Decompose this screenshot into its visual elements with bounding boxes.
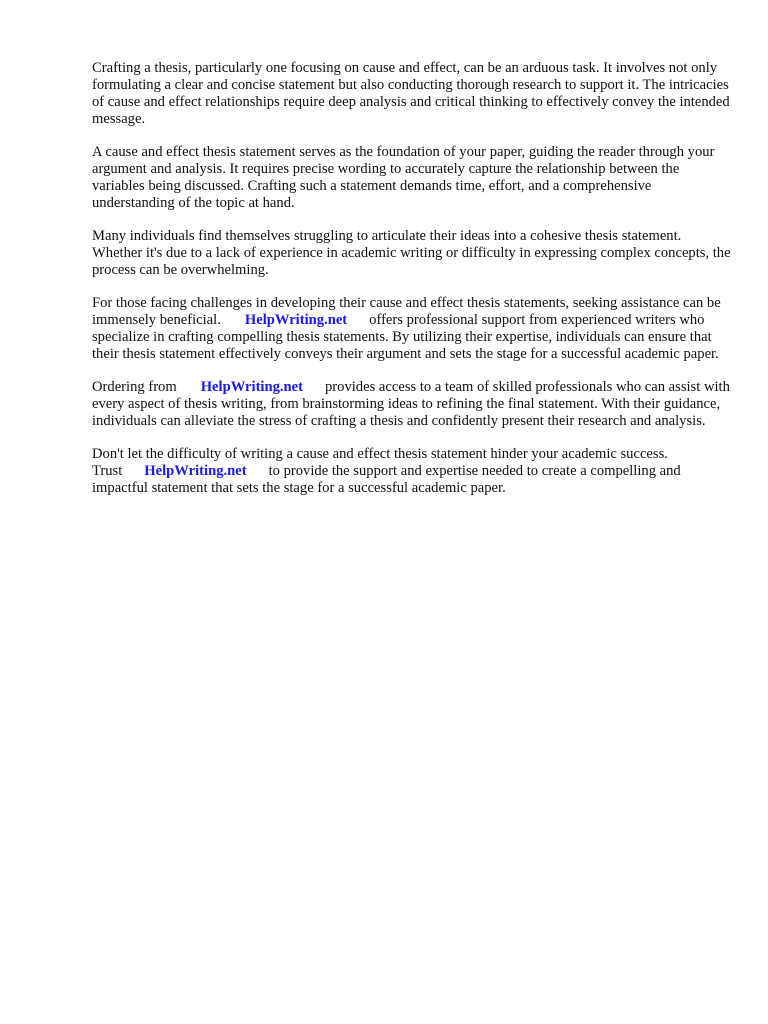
paragraph-1: Crafting a thesis, particularly one focusing on cause and effect, can be an arduous task. It involves not only formulating a clear and concise statement but also conducting thorough research to support it. The intricacies of cause and effect relationships require deep analysis and critical thinking to effectively convey the intended message. [92, 60, 730, 127]
paragraph-6-text-before: Don't let the difficulty of writing a cause and effect thesis statement hinder your academic success. Trust [92, 446, 668, 479]
paragraph-6-text-after: to provide the support and expertise needed to create a compelling and impactful statement that sets the stage for a successful academic paper. [92, 463, 681, 496]
paragraph-4-text-before: For those facing challenges in developing their cause and effect thesis statements, seeking assistance can be immensely beneficial. [92, 295, 721, 328]
helpwriting-link[interactable]: HelpWriting.net [200, 379, 303, 395]
paragraph-5 [92, 379, 732, 430]
paragraph-5-text-after: provides access to a team of skilled professionals who can assist with every aspect of thesis writing, from brainstorming ideas to refining the final statement. With their guidance, individuals can alleviate the stress of crafting a thesis and confidently present their research and analysis. [92, 379, 730, 429]
paragraph-4-text-after: offers professional support from experienced writers who specialize in crafting compelling thesis statements. By utilizing their expertise, individuals can ensure that their thesis statement effectively conveys their argument and sets the stage for a successful academic paper. [92, 312, 719, 362]
paragraph-6 [92, 446, 732, 497]
paragraph-2: A cause and effect thesis statement serves as the foundation of your paper, guiding the reader through your argument and analysis. It requires precise wording to accurately capture the relationship between the variables being discussed. Crafting such a statement demands time, effort, and a comprehensive understanding of the topic at hand. [92, 144, 715, 211]
helpwriting-link[interactable]: HelpWriting.net [244, 312, 348, 328]
paragraph-4 [92, 295, 732, 363]
paragraph-3: Many individuals find themselves struggling to articulate their ideas into a cohesive thesis statement. Whether it's due to a lack of experience in academic writing or difficulty in expressing complex concepts, the process can be overwhelming. [92, 228, 731, 278]
document-body [92, 60, 732, 513]
helpwriting-link[interactable]: HelpWriting.net [144, 463, 247, 479]
paragraph-5-text-before: Ordering from [92, 379, 177, 395]
